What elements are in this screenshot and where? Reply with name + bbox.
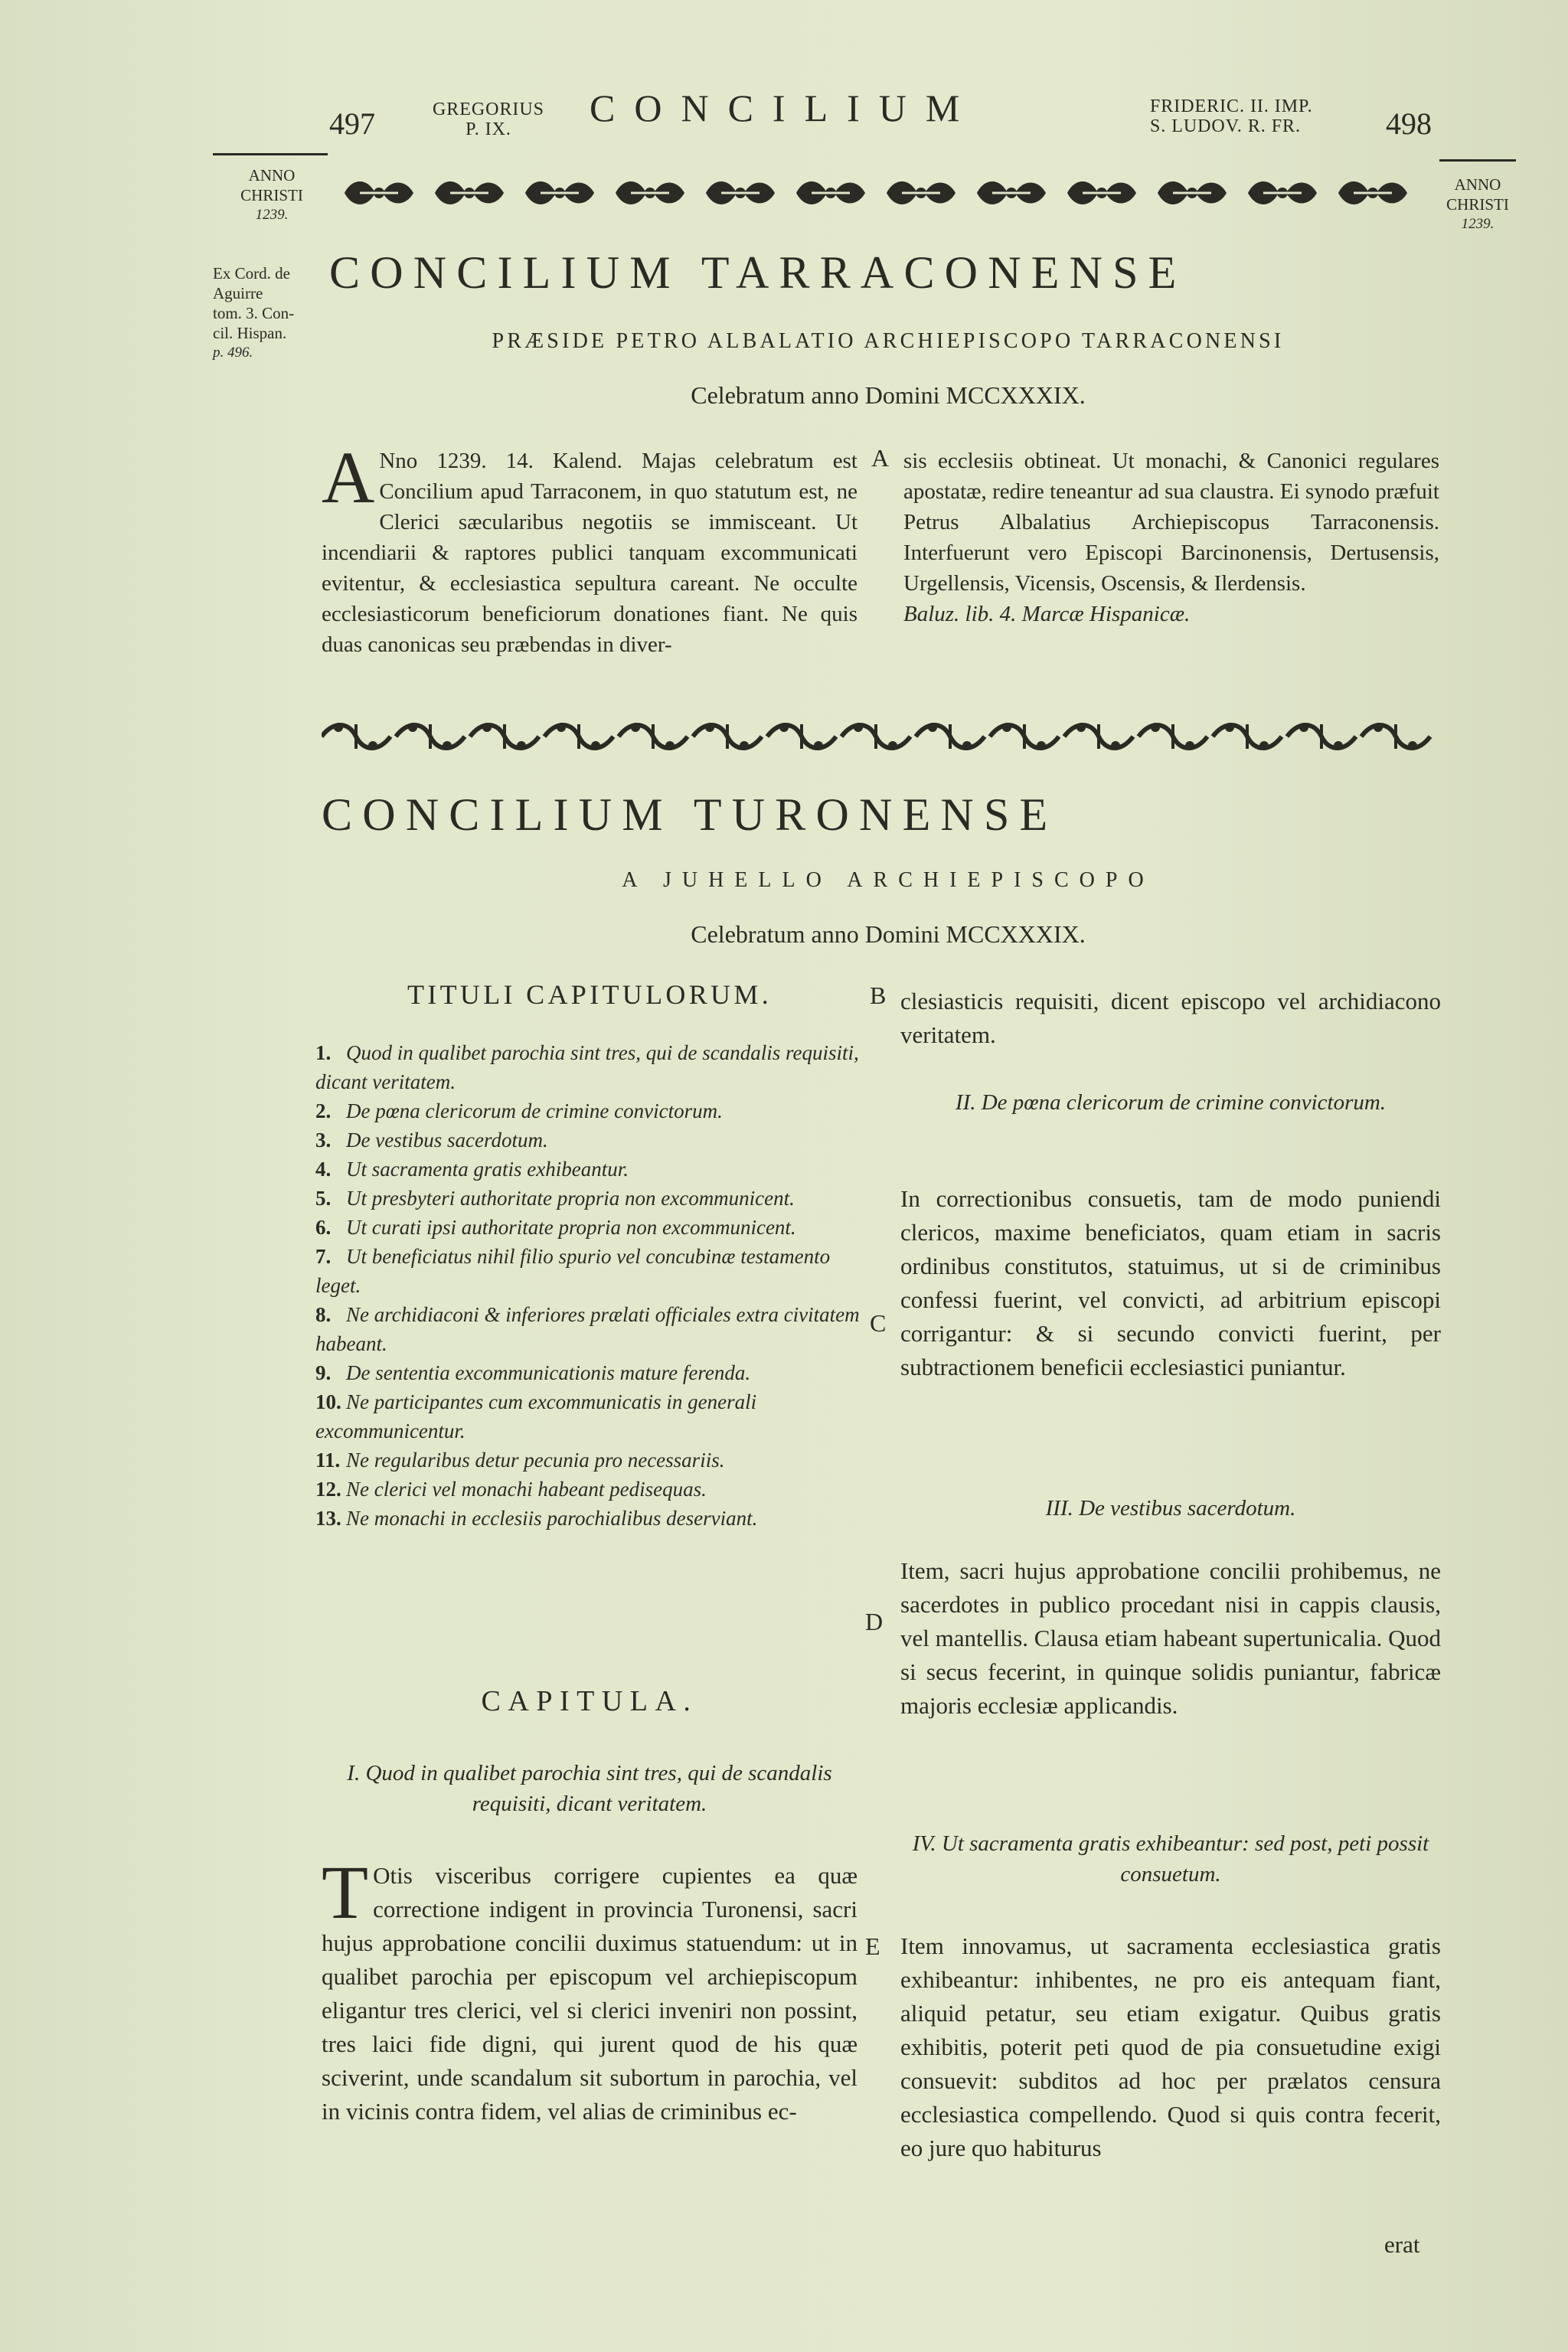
section1-title: CONCILIUM TARRACONENSE [329, 247, 1187, 298]
cap3-text: Item, sacri hujus approbatione concilii prohibemus, ne sacerdotes in publico procedant nisi in cappis clausis, vel mantellis. Clausa etiam habeant supertunicalia. Quod si secus fecerint, in quinque solidis puniantur, fabricæ majoris ecclesiæ applicandis. [900, 1557, 1441, 1719]
toc-item-13: 13. Ne monachi in ecclesiis parochialibus deserviant. [315, 1507, 758, 1530]
christi-label-right: CHRISTI [1446, 195, 1509, 214]
section1-col2-text: sis ecclesiis obtineat. Ut monachi, & Canonici regulares apostatæ, redire teneantur ad sua claustra. Ei synodo præfuit Petrus Albalatius Archiepiscopus Tarraconensis. Interfuerunt vero Episcopi Barcinonensis, Dertusensis, Urgellensis, Vicensis, Oscensis, & Ilerdensis. [903, 449, 1439, 596]
source-note-line-2: Aguirre [213, 284, 263, 302]
source-note-line-4: cil. Hispan. [213, 324, 287, 342]
section2-marker-e: E [865, 1932, 880, 1960]
cap1-drop-cap: T [322, 1850, 369, 1935]
anno-label-left: ANNO [248, 166, 296, 185]
toc-item-7: 7. Ut beneficiatus nihil filio spurio vel concubinæ testamento leget. [315, 1245, 831, 1297]
section2-marker-b: B [870, 982, 887, 1009]
section1-drop-cap: A [322, 436, 375, 518]
source-note [213, 263, 335, 363]
rulers-label [1150, 96, 1380, 136]
toc-list [315, 1038, 867, 1533]
margin-rule-left [213, 153, 328, 155]
cap3-heading: III. De vestibus sacerdotum. [1045, 1496, 1296, 1521]
toc-item-12: 12. Ne clerici vel monachi habeant pedisequas. [315, 1478, 707, 1501]
catchword: erat [1384, 2231, 1420, 2258]
toc-item-5: 5. Ut presbyteri authoritate propria non excommunicent. [315, 1187, 795, 1210]
anno-christi-right [1439, 175, 1516, 234]
cap2-text: In correctionibus consuetis, tam de modo puniendi clericos, maxime beneficiatos, quam etiam in sacris ordinibus constitutos, statuimus, ut si de criminibus confessi fuerint, vel convicti, ad arbitrium episcopi corrigantur: & si secundo convicti fuerint, per subtractionem beneficii ecclesiastici puniantur. [900, 1185, 1441, 1380]
toc-item-8: 8. Ne archidiaconi & inferiores prælati officiales extra civitatem habeant. [315, 1303, 860, 1355]
source-note-line-3: tom. 3. Con- [213, 304, 295, 322]
toc-item-3: 3. De vestibus sacerdotum. [315, 1129, 548, 1152]
cap2-heading: II. De pœna clericorum de crimine convictorum. [955, 1090, 1387, 1115]
anno-year-left: 1239. [255, 207, 289, 223]
source-note-line-1: Ex Cord. de [213, 264, 290, 283]
toc-item-11: 11. Ne regularibus detur pecunia pro necessariis. [315, 1449, 725, 1472]
anno-christi-left [214, 165, 329, 225]
section1-celebrated: Celebratum anno Domini MCCXXXIX. [691, 381, 1086, 409]
pope-name: GREGORIUS [433, 100, 544, 119]
toc-item-10: 10. Ne participantes cum excommunicatis in generali excommunicentur. [315, 1390, 757, 1442]
section2-subtitle: A JUHELLO ARCHIEPISCOPO [622, 868, 1155, 892]
cap4-text: Item innovamus, ut sacramenta ecclesiastica gratis exhibeantur: inhibentes, ne pro eis antequam fiant, aliquid petatur, seu etiam exigatur. Quibus gratis exhibitis, poterit peti quod de pia consuetudine exigi consuevit: subditos ad hoc per prælatos censura ecclesiastica compellendo. Quod si quis contra fecerit, eo jure quo habiturus [900, 1932, 1441, 2161]
page-number-left: 497 [329, 106, 375, 141]
section1-col1 [322, 436, 858, 660]
toc-item-2: 2. De pœna clericorum de crimine convictorum. [315, 1099, 723, 1122]
cap1-body [322, 1850, 858, 2128]
section2-marker-c: C [870, 1309, 887, 1337]
emperor-name: FRIDERIC. II. IMP. [1150, 96, 1313, 116]
section1-col2 [903, 446, 1439, 629]
capitula-heading: CAPITULA. [481, 1685, 698, 1717]
anno-label-right: ANNO [1454, 175, 1501, 194]
ornament-band-middle [322, 717, 1439, 756]
section2-celebrated: Celebratum anno Domini MCCXXXIX. [691, 920, 1086, 948]
cap1-text: Otis visceribus corrigere cupientes ea quæ correctione indigent in provincia Turonensi, sacri hujus approbatione concilii duximus statuendum: ut in qualibet parochia per episcopum vel archiepiscopum eligantur tres clerici, vel si clerici inveniri non possint, tres laici fide digni, qui jurent quod de his quæ sciverint, unde scandalum sit subortum in parochia, vel in vicinis contra fidem, vel alias de criminibus ec- [322, 1862, 858, 2125]
anno-year-right: 1239. [1461, 216, 1494, 232]
toc-heading: TITULI CAPITULORUM. [407, 979, 773, 1010]
section1-col1-text: Nno 1239. 14. Kalend. Majas celebratum est Concilium apud Tarraconem, in quo statutum est, ne Clerici sæcularibus negotiis se immisceant. Ut incendiarii & raptores publici tanquam excommunicati evitentur, & ecclesiastica sepultura careant. Ne occulte ecclesiasticorum beneficiorum donationes fiant. Ne quis duas canonicas seu præbendas in diver- [322, 449, 858, 657]
toc-item-1: 1. Quod in qualibet parochia sint tres, qui de scandalis requisiti, dicant veritatem. [315, 1041, 859, 1093]
christi-label-left: CHRISTI [240, 186, 303, 204]
section2-marker-d: D [865, 1608, 884, 1635]
cap4-heading: IV. Ut sacramenta gratis exhibeantur: sed post, peti possit consuetum. [912, 1831, 1429, 1886]
section1-marker-a: A [871, 444, 890, 472]
pope-number: P. IX. [466, 119, 511, 139]
pope-label [420, 100, 557, 139]
toc-item-4: 4. Ut sacramenta gratis exhibeantur. [315, 1158, 629, 1181]
margin-rule-right [1439, 159, 1516, 162]
page-number-right: 498 [1386, 106, 1432, 141]
col2-continuation: clesiasticis requisiti, dicent episcopo vel archidiacono veritatem. [900, 988, 1441, 1048]
ornament-band-top [337, 170, 1439, 216]
toc-item-9: 9. De sententia excommunicationis mature ferenda. [315, 1361, 751, 1384]
king-name: S. LUDOV. R. FR. [1150, 116, 1301, 136]
cap1-heading: I. Quod in qualibet parochia sint tres, qui de scandalis requisiti, dicant veritatem. [347, 1761, 832, 1816]
section1-col2-ref: Baluz. lib. 4. Marcæ Hispanicæ. [903, 602, 1191, 626]
section1-subtitle: PRÆSIDE PETRO ALBALATIO ARCHIEPISCOPO TARRACONENSI [492, 329, 1285, 353]
section2-title: CONCILIUM TURONENSE [322, 789, 1058, 840]
running-title: CONCILIUM [590, 87, 979, 129]
source-note-line-5: p. 496. [213, 345, 253, 361]
toc-item-6: 6. Ut curati ipsi authoritate propria non excommunicent. [315, 1216, 796, 1239]
